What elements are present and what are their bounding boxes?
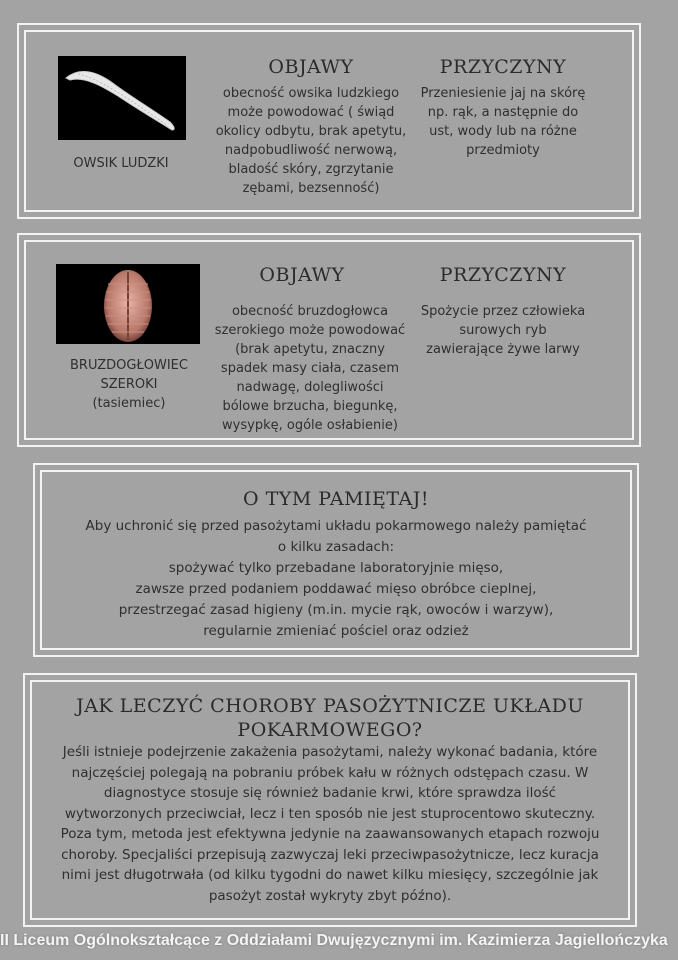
tapeworm-caption-line2: SZEROKI <box>100 377 158 392</box>
causes-text: Przeniesienie jaj na skórę np. rąk, a następnie do ust, wody lub na różne przedmioty <box>420 86 586 158</box>
symptoms-text: obecność owsika ludzkiego może powodować ( świąd okolicy odbytu, brak apetytu, nadpobudliwość nerwową, bladość skóry, zgrzytanie zębami, bezsenność) <box>215 86 407 196</box>
treatment-line: wytworzonych przeciwciał, lecz i ten sposób nie jest stuprocentowo skuteczny. <box>64 805 596 822</box>
tapeworm-card <box>24 240 634 440</box>
pinworm-card <box>24 30 634 212</box>
causes-text: Spożycie przez człowieka surowych ryb zawierające żywe larwy <box>420 304 586 357</box>
treatment-line: choroby. Specjaliści przepisują zazwyczaj leki przeciwpasożytnicze, lecz kuracja <box>61 846 599 863</box>
tapeworm-image <box>56 264 200 344</box>
remember-card <box>40 470 632 650</box>
remember-heading: O TYM PAMIĘTAJ! <box>242 488 430 510</box>
remember-line: Aby uchronić się przed pasożytami układu pokarmowego należy pamiętać <box>85 518 587 534</box>
pinworm-image <box>58 56 186 140</box>
treatment-line: nimi jest długotrwała (od kilku tygodni do nawet kilku miesięcy, szczególnie jak <box>61 867 599 883</box>
tapeworm-caption-line1: BRUZDOGŁOWIEC <box>70 358 188 373</box>
treatment-paragraph <box>32 742 628 906</box>
tapeworm-caption-line3: (tasiemiec) <box>92 396 166 411</box>
pinworm-illustration <box>58 56 186 140</box>
treatment-line: Jeśli istnieje podejrzenie zakażenia pasożytami, należy wykonać badania, które <box>62 744 598 760</box>
remember-line: przestrzegać zasad higieny (m.in. mycie rąk, owoców i warzyw), <box>118 602 554 618</box>
treatment-line: diagnostyce stosuje się również badanie krwi, które sprawdza ilość <box>103 785 557 801</box>
treatment-line: pasożyt został wykryty zbyt późno). <box>208 887 452 904</box>
causes-heading: PRZYCZYNY <box>439 56 567 78</box>
pinworm-caption: OWSIK LUDZKI <box>73 156 169 171</box>
symptoms-heading: OBJAWY <box>259 264 345 286</box>
remember-line: o kilku zasadach: <box>277 539 395 555</box>
remember-line: zawsze przed podaniem poddawać mięso obróbce cieplnej, <box>135 581 537 597</box>
treatment-line: Poza tym, metoda jest efektywna jedynie na zaawansowanych etapach rozwoju <box>60 826 600 842</box>
school-footer: II Liceum Ogólnokształcące z Oddziałami Dwujęzycznymi im. Kazimierza Jagiellończyka <box>0 932 668 949</box>
tapeworm-caption <box>44 356 214 413</box>
remember-line: spożywać tylko przebadane laboratoryjnie mięso, <box>168 560 504 576</box>
treatment-line: najczęściej polegają na pobraniu próbek kału w różnych odstępach czasu. W <box>71 764 589 781</box>
tapeworm-illustration <box>56 264 200 344</box>
treatment-heading-line1: JAK LECZYĆ CHOROBY PASOŻYTNICZE UKŁADU <box>76 695 584 717</box>
symptoms-heading: OBJAWY <box>268 56 354 78</box>
symptoms-text: obecność bruzdogłowca szerokiego może powodować (brak apetytu, znaczny spadek masy ciała, czasem nadwagę, dolegliwości bólowe brzucha, biegunkę, wysypkę, ogóle osłabienie) <box>214 304 406 433</box>
treatment-card <box>30 680 630 920</box>
remember-line: regularnie zmieniać pościel oraz odzież <box>203 623 469 639</box>
causes-heading: PRZYCZYNY <box>439 264 567 286</box>
treatment-heading <box>32 694 628 742</box>
treatment-heading-line2: POKARMOWEGO? <box>237 719 423 741</box>
remember-list <box>42 516 630 642</box>
